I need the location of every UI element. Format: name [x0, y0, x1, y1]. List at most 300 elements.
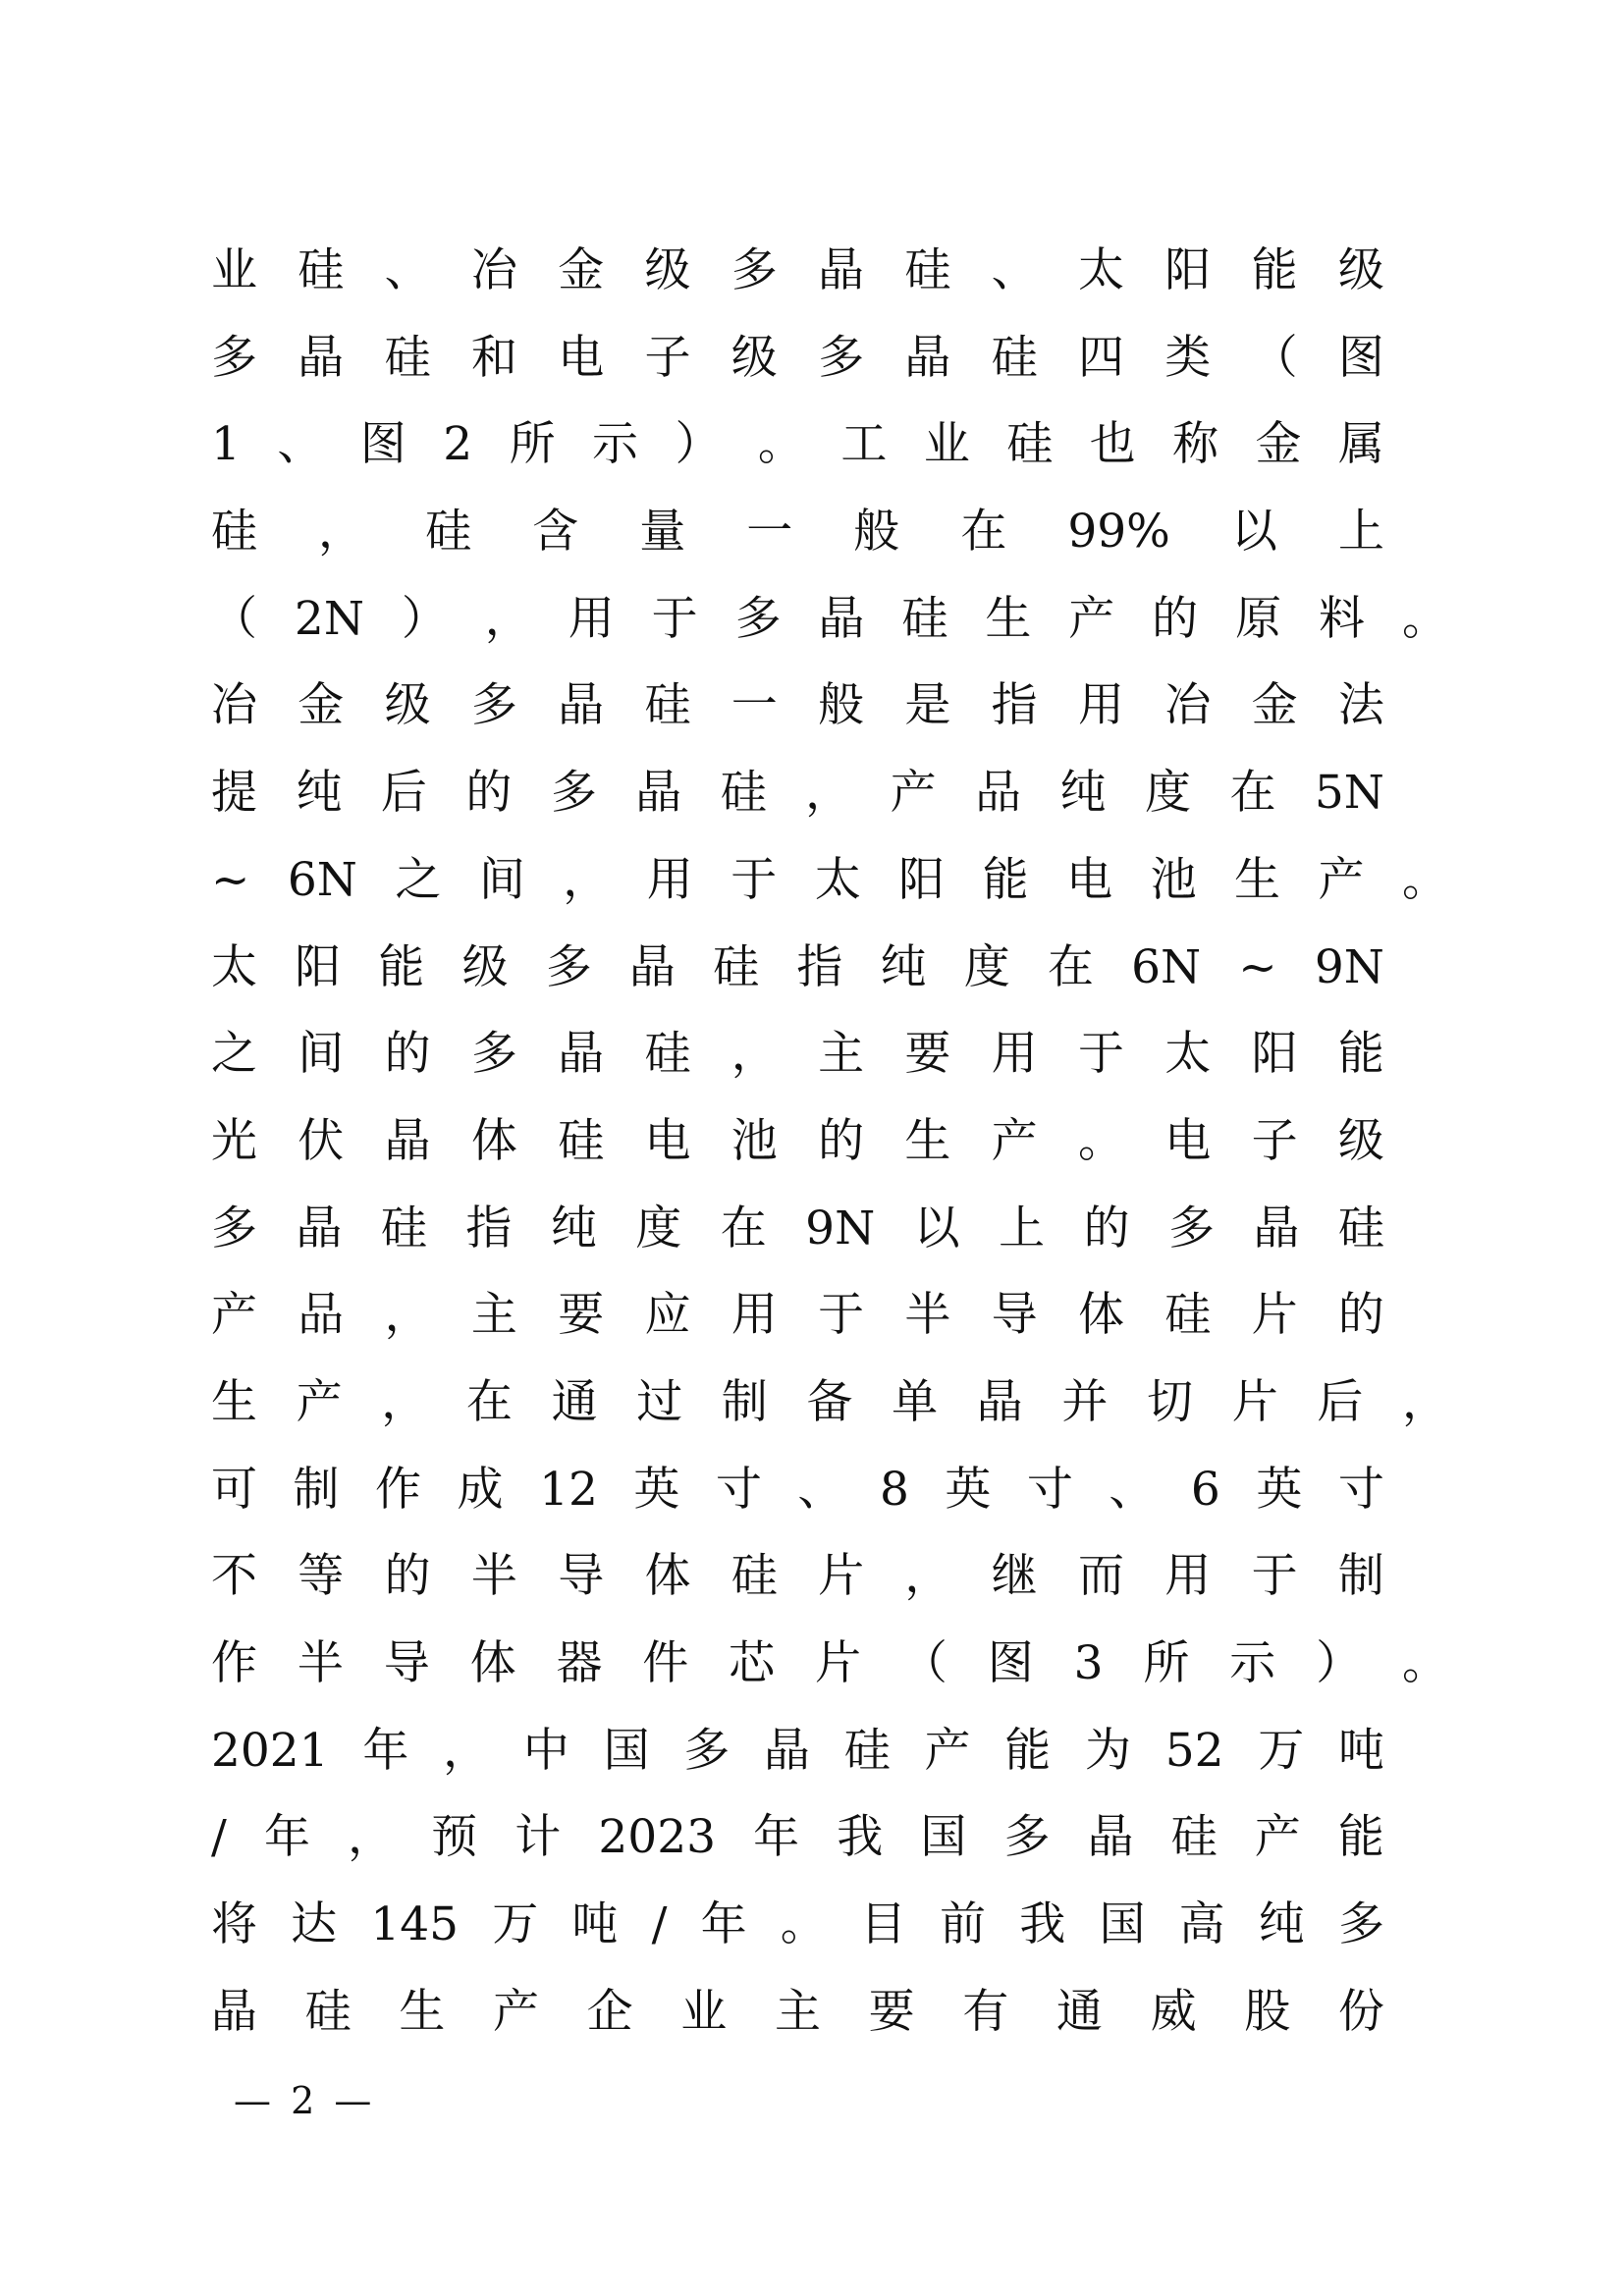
- text-token: 类: [1164, 330, 1212, 385]
- text-token: 所: [1143, 1636, 1190, 1690]
- text-token: ~: [1238, 939, 1277, 994]
- text-token: 业: [211, 243, 257, 297]
- text-token: 硅: [558, 1113, 605, 1168]
- text-token: 多: [1003, 1810, 1051, 1865]
- text-token: 英: [1256, 1462, 1303, 1517]
- text-token: 硅: [843, 1723, 891, 1778]
- text-token: 主: [818, 1027, 865, 1082]
- text-token: 9N: [805, 1201, 876, 1255]
- text-line: [211, 1011, 1384, 1098]
- text-token: 12: [539, 1462, 598, 1517]
- text-token: 于: [818, 1288, 865, 1343]
- text-token: /: [651, 1897, 668, 1952]
- text-token: 、: [797, 1462, 844, 1517]
- text-token: 硅: [713, 939, 760, 994]
- text-token: 晶: [976, 1374, 1023, 1429]
- text-token: 能: [1004, 1723, 1052, 1778]
- text-token: 、: [277, 417, 324, 472]
- text-token: 上: [1337, 505, 1384, 560]
- text-token: 以: [1230, 505, 1277, 560]
- text-token: 硅: [1170, 1810, 1218, 1865]
- text-token: 级: [1337, 243, 1384, 297]
- text-line: [211, 1186, 1384, 1273]
- text-token: 。: [1401, 1636, 1448, 1690]
- text-token: 之: [211, 1027, 257, 1082]
- text-line: [211, 1098, 1384, 1186]
- text-line: [211, 576, 1448, 664]
- text-token: 以: [913, 1201, 960, 1255]
- text-token: 多: [683, 1723, 731, 1778]
- text-token: 度: [1144, 766, 1191, 821]
- text-token: 主: [470, 1288, 517, 1343]
- text-token: 电: [558, 330, 605, 385]
- text-token: 寸: [715, 1462, 762, 1517]
- text-line: [211, 1272, 1384, 1360]
- text-token: ，: [563, 852, 610, 907]
- text-token: 作: [375, 1462, 422, 1517]
- text-token: 器: [556, 1636, 603, 1690]
- text-token: 6N: [287, 852, 357, 907]
- text-token: 片: [815, 1636, 862, 1690]
- text-token: 纯: [550, 1201, 597, 1255]
- text-token: 万: [492, 1897, 539, 1952]
- text-token: 业: [923, 417, 970, 472]
- text-token: 多: [211, 1201, 257, 1255]
- text-token: 晶: [635, 766, 682, 821]
- text-token: 池: [731, 1113, 778, 1168]
- text-token: 的: [1152, 591, 1199, 646]
- text-token: 般: [853, 505, 900, 560]
- text-token: 多: [734, 591, 782, 646]
- text-token: 切: [1147, 1374, 1194, 1429]
- text-token: 为: [1084, 1723, 1131, 1778]
- text-token: 能: [1251, 243, 1298, 297]
- text-token: ，: [381, 1374, 428, 1429]
- text-token: 生: [211, 1374, 257, 1429]
- text-token: 半: [297, 1636, 344, 1690]
- text-token: 金: [558, 243, 605, 297]
- text-token: 不: [211, 1549, 257, 1604]
- text-token: 而: [1077, 1549, 1124, 1604]
- text-token: 纯: [1059, 766, 1107, 821]
- text-token: 用: [991, 1027, 1038, 1082]
- text-token: 生: [1234, 852, 1281, 907]
- text-token: 阳: [1164, 243, 1212, 297]
- text-token: 、: [384, 243, 431, 297]
- text-token: 威: [1150, 1984, 1197, 2039]
- text-token: 硅: [991, 330, 1038, 385]
- text-token: 金: [1251, 678, 1298, 733]
- text-token: 晶: [628, 939, 676, 994]
- text-token: 年: [700, 1897, 747, 1952]
- text-token: 生: [904, 1113, 951, 1168]
- text-token: 产: [991, 1113, 1038, 1168]
- text-token: 产: [1318, 852, 1365, 907]
- text-token: 制: [721, 1374, 768, 1429]
- text-line: [211, 315, 1384, 402]
- text-token: 片: [818, 1549, 865, 1604]
- text-token: 之: [395, 852, 442, 907]
- text-token: 阳: [898, 852, 946, 907]
- text-line: [211, 1969, 1384, 2056]
- text-line: [211, 1533, 1384, 1621]
- text-line: [211, 489, 1384, 576]
- text-token: 间: [298, 1027, 345, 1082]
- text-token: 的: [1337, 1288, 1384, 1343]
- text-token: 8: [879, 1462, 909, 1517]
- text-token: 年: [263, 1810, 310, 1865]
- text-token: 业: [680, 1984, 728, 2039]
- text-token: 9N: [1314, 939, 1384, 994]
- text-token: 中: [522, 1723, 569, 1778]
- text-token: 。: [1077, 1113, 1124, 1168]
- text-token: 冶: [211, 678, 257, 733]
- text-token: 。: [1401, 852, 1448, 907]
- text-token: 达: [291, 1897, 338, 1952]
- text-token: 多: [470, 1027, 517, 1082]
- text-token: 体: [469, 1636, 516, 1690]
- text-token: 吨: [1337, 1723, 1384, 1778]
- text-token: 晶: [211, 1984, 257, 2039]
- body-text: [211, 228, 1448, 2056]
- text-token: 称: [1172, 417, 1219, 472]
- text-token: 。: [757, 417, 804, 472]
- text-token: 制: [293, 1462, 340, 1517]
- text-token: ，: [443, 1723, 490, 1778]
- text-token: 的: [384, 1027, 431, 1082]
- text-token: 应: [644, 1288, 691, 1343]
- text-token: ，: [384, 1288, 431, 1343]
- text-token: 计: [514, 1810, 562, 1865]
- text-token: 用: [568, 591, 615, 646]
- text-token: 的: [818, 1113, 865, 1168]
- text-token: 图: [1337, 330, 1384, 385]
- text-token: 多: [545, 939, 592, 994]
- text-token: 四: [1077, 330, 1124, 385]
- text-token: 图: [987, 1636, 1034, 1690]
- text-token: 有: [962, 1984, 1009, 2039]
- text-token: 级: [384, 678, 431, 733]
- text-token: 间: [478, 852, 525, 907]
- text-token: 太: [211, 939, 257, 994]
- text-token: 晶: [1253, 1201, 1300, 1255]
- text-token: 并: [1061, 1374, 1109, 1429]
- text-token: 硅: [298, 243, 345, 297]
- text-token: 目: [859, 1897, 906, 1952]
- text-token: 硅: [1006, 417, 1054, 472]
- text-token: 用: [646, 852, 693, 907]
- text-token: 纯: [296, 766, 343, 821]
- text-token: 、: [1109, 1462, 1156, 1517]
- page-number: — 2 —: [234, 2079, 376, 2122]
- text-token: 阳: [295, 939, 342, 994]
- text-token: 产: [492, 1984, 539, 2039]
- text-token: 预: [431, 1810, 478, 1865]
- text-token: 品: [298, 1288, 345, 1343]
- text-token: 在: [465, 1374, 513, 1429]
- text-token: 电: [644, 1113, 691, 1168]
- text-token: 一: [731, 678, 778, 733]
- text-token: 件: [642, 1636, 689, 1690]
- text-token: 体: [470, 1113, 517, 1168]
- text-token: 作: [211, 1636, 257, 1690]
- text-token: 伏: [298, 1113, 345, 1168]
- text-token: 国: [603, 1723, 650, 1778]
- text-token: 硅: [211, 505, 257, 560]
- text-token: 片: [1251, 1288, 1298, 1343]
- text-token: 主: [774, 1984, 821, 2039]
- text-token: 半: [904, 1288, 951, 1343]
- text-token: 国: [920, 1810, 967, 1865]
- text-token: 备: [806, 1374, 853, 1429]
- text-line: [211, 1447, 1384, 1534]
- text-token: 在: [1047, 939, 1094, 994]
- text-token: 多: [550, 766, 597, 821]
- text-token: 硅: [1164, 1288, 1212, 1343]
- text-token: （: [900, 1636, 947, 1690]
- text-token: 我: [837, 1810, 884, 1865]
- text-token: 99%: [1067, 505, 1170, 560]
- text-token: 2021: [211, 1723, 329, 1778]
- text-token: 冶: [1164, 678, 1212, 733]
- text-token: ，: [348, 1810, 395, 1865]
- text-token: 英: [633, 1462, 680, 1517]
- text-token: 过: [636, 1374, 683, 1429]
- text-token: ，: [318, 505, 365, 560]
- text-token: 用: [1077, 678, 1124, 733]
- text-token: （: [1251, 330, 1298, 385]
- text-token: 等: [298, 1549, 345, 1604]
- text-token: 法: [1337, 678, 1384, 733]
- text-token: 6N: [1131, 939, 1202, 994]
- text-token: 多: [1337, 1897, 1384, 1952]
- text-token: 国: [1099, 1897, 1146, 1952]
- text-token: 产: [924, 1723, 971, 1778]
- text-token: 产: [1068, 591, 1115, 646]
- text-token: 级: [461, 939, 509, 994]
- text-token: 多: [731, 243, 778, 297]
- text-token: 能: [378, 939, 425, 994]
- text-token: 前: [940, 1897, 987, 1952]
- text-token: 电: [1164, 1113, 1212, 1168]
- text-token: 导: [383, 1636, 430, 1690]
- text-token: 硅: [644, 678, 691, 733]
- text-token: 含: [532, 505, 579, 560]
- text-token: ，: [731, 1027, 778, 1082]
- text-token: 也: [1089, 417, 1136, 472]
- text-token: 产: [1254, 1810, 1301, 1865]
- text-token: 年: [362, 1723, 409, 1778]
- text-token: 晶: [384, 1113, 431, 1168]
- text-token: 晶: [296, 1201, 343, 1255]
- text-line: [211, 1621, 1448, 1708]
- text-token: 示: [592, 417, 638, 472]
- text-token: 硅: [731, 1549, 778, 1604]
- text-token: 量: [639, 505, 686, 560]
- text-token: 2N: [294, 591, 364, 646]
- text-token: 吨: [571, 1897, 619, 1952]
- text-token: 硅: [644, 1027, 691, 1082]
- text-token: 多: [818, 330, 865, 385]
- text-token: 用: [1164, 1549, 1212, 1604]
- text-token: 一: [746, 505, 793, 560]
- text-token: 后: [380, 766, 427, 821]
- text-token: 纯: [880, 939, 927, 994]
- text-token: 要: [904, 1027, 951, 1082]
- text-token: 晶: [764, 1723, 811, 1778]
- text-token: 片: [1231, 1374, 1278, 1429]
- text-token: 太: [1164, 1027, 1212, 1082]
- text-token: 金: [298, 678, 345, 733]
- text-token: 产: [890, 766, 937, 821]
- text-token: 、: [991, 243, 1038, 297]
- text-token: 多: [1168, 1201, 1216, 1255]
- text-token: 。: [780, 1897, 827, 1952]
- text-token: ）: [401, 591, 448, 646]
- text-token: 晶: [818, 243, 865, 297]
- text-token: 的: [384, 1549, 431, 1604]
- text-token: 级: [731, 330, 778, 385]
- text-token: 子: [1251, 1113, 1298, 1168]
- text-token: 份: [1337, 1984, 1384, 2039]
- text-token: ，: [805, 766, 852, 821]
- text-token: 硅: [1337, 1201, 1384, 1255]
- text-token: 于: [1251, 1549, 1298, 1604]
- text-token: 冶: [470, 243, 517, 297]
- text-token: 金: [1255, 417, 1302, 472]
- text-token: 半: [470, 1549, 517, 1604]
- text-token: 硅: [901, 591, 948, 646]
- text-token: 晶: [904, 330, 951, 385]
- text-token: 太: [814, 852, 861, 907]
- text-token: 3: [1073, 1636, 1104, 1690]
- text-line: [211, 663, 1384, 750]
- text-token: 芯: [729, 1636, 776, 1690]
- text-token: 成: [457, 1462, 504, 1517]
- text-line: [211, 228, 1384, 315]
- text-token: 示: [1229, 1636, 1276, 1690]
- text-token: 在: [1229, 766, 1276, 821]
- text-token: 高: [1178, 1897, 1225, 1952]
- text-token: 晶: [1087, 1810, 1134, 1865]
- text-token: 属: [1337, 417, 1384, 472]
- text-token: 纯: [1258, 1897, 1305, 1952]
- text-token: 导: [558, 1549, 605, 1604]
- text-token: 生: [985, 591, 1032, 646]
- text-token: 硅: [380, 1201, 427, 1255]
- text-token: 的: [1083, 1201, 1130, 1255]
- text-token: 硅: [425, 505, 472, 560]
- text-token: 于: [731, 852, 778, 907]
- text-token: 年: [753, 1810, 800, 1865]
- text-token: 体: [644, 1549, 691, 1604]
- text-token: 能: [1337, 1810, 1384, 1865]
- text-token: 于: [651, 591, 698, 646]
- text-token: 度: [635, 1201, 682, 1255]
- text-token: 万: [1258, 1723, 1305, 1778]
- text-token: 在: [720, 1201, 767, 1255]
- text-token: 英: [945, 1462, 992, 1517]
- text-token: 1: [211, 417, 241, 472]
- text-token: 145: [370, 1897, 460, 1952]
- text-token: 池: [1150, 852, 1197, 907]
- text-token: 子: [644, 330, 691, 385]
- text-token: 在: [960, 505, 1007, 560]
- text-token: 能: [1337, 1027, 1384, 1082]
- text-token: 阳: [1251, 1027, 1298, 1082]
- text-line: [211, 1794, 1384, 1882]
- text-token: 继: [991, 1549, 1038, 1604]
- text-token: 。: [1401, 591, 1448, 646]
- text-token: 2: [443, 417, 473, 472]
- text-token: ）: [1316, 1636, 1363, 1690]
- text-token: 上: [999, 1201, 1046, 1255]
- text-token: 导: [991, 1288, 1038, 1343]
- text-token: 图: [359, 417, 406, 472]
- text-token: 指: [796, 939, 843, 994]
- text-token: （: [211, 591, 257, 646]
- text-token: 52: [1164, 1723, 1224, 1778]
- text-token: 度: [963, 939, 1010, 994]
- text-token: 指: [465, 1201, 513, 1255]
- text-token: 硅: [384, 330, 431, 385]
- text-token: 生: [399, 1984, 446, 2039]
- text-token: 寸: [1026, 1462, 1073, 1517]
- text-token: 单: [892, 1374, 939, 1429]
- text-token: 品: [975, 766, 1022, 821]
- text-token: 后: [1317, 1374, 1364, 1429]
- text-token: 晶: [558, 1027, 605, 1082]
- text-token: 于: [1077, 1027, 1124, 1082]
- text-token: 太: [1077, 243, 1124, 297]
- text-token: 料: [1319, 591, 1366, 646]
- text-token: 指: [991, 678, 1038, 733]
- text-token: 要: [868, 1984, 915, 2039]
- text-token: 多: [470, 678, 517, 733]
- text-token: 是: [904, 678, 951, 733]
- text-token: 要: [558, 1288, 605, 1343]
- text-token: 的: [465, 766, 513, 821]
- text-token: 寸: [1337, 1462, 1384, 1517]
- text-token: 可: [211, 1462, 257, 1517]
- text-token: 般: [818, 678, 865, 733]
- text-token: 电: [1066, 852, 1113, 907]
- text-token: 我: [1019, 1897, 1066, 1952]
- text-token: 将: [211, 1897, 257, 1952]
- text-line: [211, 1708, 1384, 1795]
- text-token: 晶: [818, 591, 865, 646]
- text-token: 工: [840, 417, 888, 472]
- text-token: 晶: [558, 678, 605, 733]
- text-token: 硅: [720, 766, 767, 821]
- text-token: 晶: [298, 330, 345, 385]
- text-token: 2023: [598, 1810, 717, 1865]
- text-token: 通: [551, 1374, 598, 1429]
- text-token: 企: [586, 1984, 633, 2039]
- text-line: [211, 401, 1384, 489]
- text-token: ~: [211, 852, 250, 907]
- text-token: 光: [211, 1113, 257, 1168]
- text-token: 6: [1190, 1462, 1220, 1517]
- text-token: 和: [470, 330, 517, 385]
- text-token: 硅: [904, 243, 951, 297]
- text-token: 级: [644, 243, 691, 297]
- text-token: 能: [982, 852, 1029, 907]
- text-token: 制: [1337, 1549, 1384, 1604]
- text-token: 提: [211, 766, 257, 821]
- text-token: 通: [1056, 1984, 1103, 2039]
- text-token: /: [211, 1810, 227, 1865]
